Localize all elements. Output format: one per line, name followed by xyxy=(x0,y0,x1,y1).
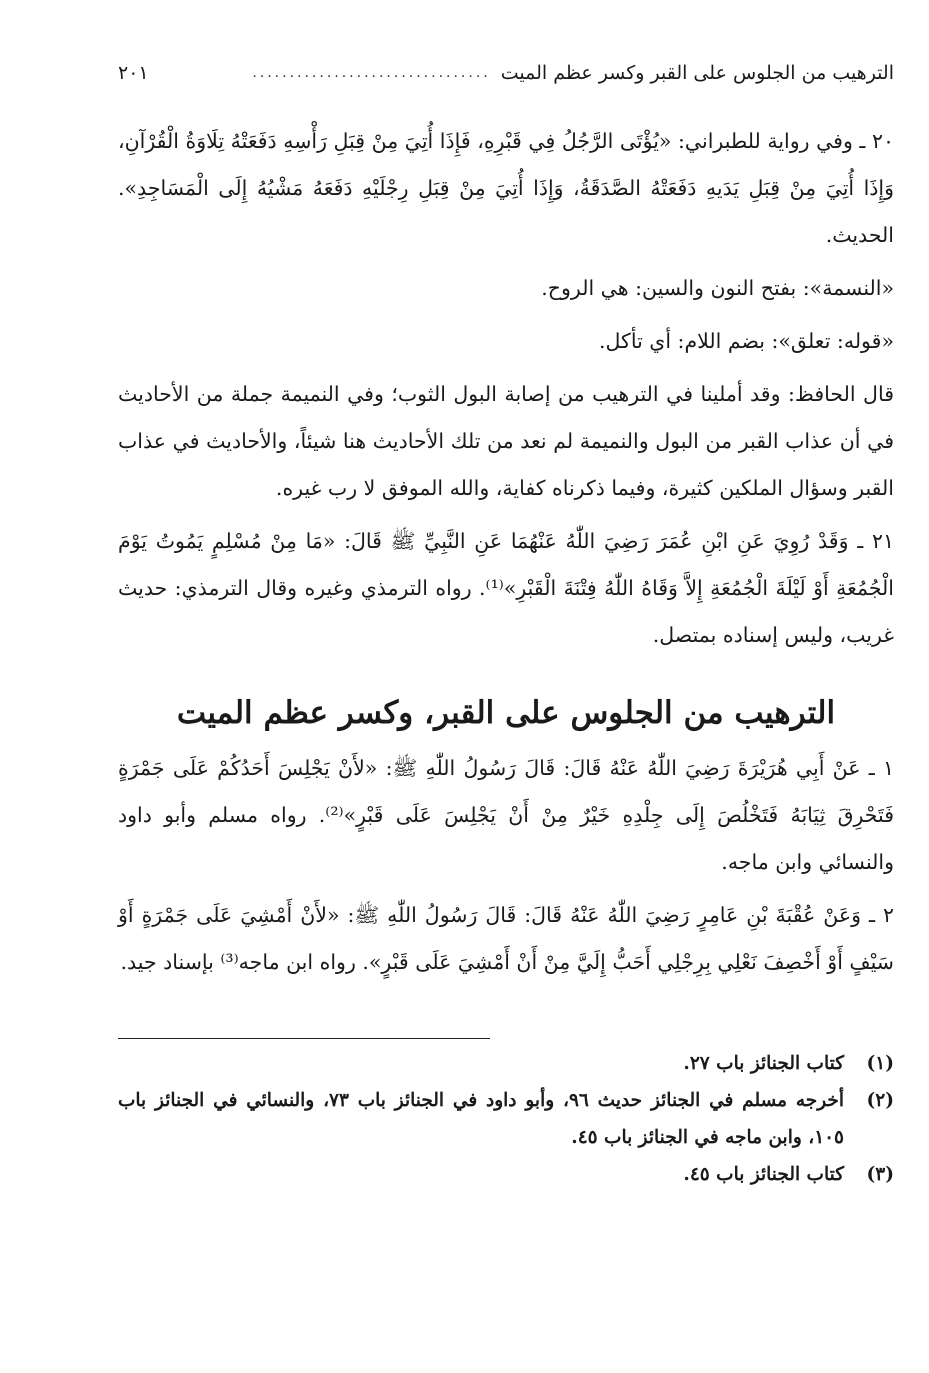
footnote-text: أخرجه مسلم في الجنائز حديث ٩٦، وأبو داود في الجنائز باب ٧٣، والنسائي في الجنائز باب ١٠٥، وابن ماجه في الجنائز باب ٤٥. xyxy=(118,1090,844,1148)
footnote-divider xyxy=(118,1038,490,1039)
footnote-text: كتاب الجنائز باب ٤٥. xyxy=(683,1164,844,1185)
page-number: ٢٠١ xyxy=(118,62,149,84)
gloss-nasama-paragraph: «النسمة»: بفتح النون والسين: هي الروح. xyxy=(541,276,894,300)
footnote-number: (٣) xyxy=(866,1164,894,1185)
section-hadith-1-paragraph: ١ ـ عَنْ أَبِي هُرَيْرَةَ رَضِيَ اللّٰهُ عَنْهُ قَالَ: قَالَ رَسُولُ اللّٰهِ ﷺ: «لأَنْ يَجْلِسَ أَحَدُكُمْ عَلَى جَمْرَةٍ فَتَحْرِقَ ثِيَابَهُ فَتَخْلُصَ إِلَى جِلْدِهِ خَيْرٌ مِنْ أَنْ يَجْلِسَ عَلَى قَبْرٍ»⁽²⁾. رواه مسلم وأبو داود والنسائي وابن ماجه. xyxy=(118,756,894,874)
footnote-item xyxy=(118,1082,894,1156)
footnote-item xyxy=(118,1156,894,1193)
hadith-20-paragraph: ٢٠ ـ وفي رواية للطبراني: «يُؤْتَى الرَّجُلُ فِي قَبْرِهِ، فَإِذَا أُتِيَ مِنْ قِبَلِ رَأْسِهِ دَفَعَتْهُ تِلَاوَةُ الْقُرْآنِ، وَإِذَا أُتِيَ مِنْ قِبَلِ يَدَيهِ دَفَعَتْهُ الصَّدَقَةُ، وَإِذَا أُتِيَ مِنْ قِبَلِ رِجْلَيْهِ دَفَعَهُ مَشْيُهُ إِلَى الْمَسَاجِدِ». الحديث. xyxy=(118,129,894,247)
footnotes xyxy=(118,1045,894,1193)
footnote-item xyxy=(118,1045,894,1082)
hafiz-note-paragraph: قال الحافظ: وقد أملينا في الترهيب من إصابة البول الثوب؛ وفي النميمة جملة من الأحاديث في أن عذاب القبر من البول والنميمة لم نعد من تلك الأحاديث هنا شيئاً، والأحاديث في عذاب القبر وسؤال الملكين كثيرة، وفيما ذكرناه كفاية، والله الموفق لا رب غيره. xyxy=(118,382,894,500)
footnote-number: (٢) xyxy=(866,1090,894,1111)
body-text xyxy=(118,118,894,986)
hadith-21-paragraph: ٢١ ـ وَقَدْ رُوِيَ عَنِ ابْنِ عُمَرَ رَضِيَ اللّٰهُ عَنْهُمَا عَنِ النَّبِيِّ ﷺ قَالَ: «مَا مِنْ مُسْلِمٍ يَمُوتُ يَوْمَ الْجُمُعَةِ أَوْ لَيْلَةَ الْجُمُعَةِ إِلاَّ وَقَاهُ اللّٰهُ فِتْنَةَ الْقَبْرِ»⁽¹⁾. رواه الترمذي وغيره وقال الترمذي: حديث غريب، وليس إسناده بمتصل. xyxy=(118,529,894,647)
book-page xyxy=(118,58,894,1348)
footnote-text: كتاب الجنائز باب ٢٧. xyxy=(683,1053,844,1074)
header-leader-dots: ................................ xyxy=(252,65,491,81)
footnote-number: (١) xyxy=(866,1053,894,1074)
section-hadith-2-paragraph: ٢ ـ وَعَنْ عُقْبَةَ بْنِ عَامِرٍ رَضِيَ اللّٰهُ عَنْهُ قَالَ: قَالَ رَسُولُ اللّٰهِ ﷺ: «لأَنْ أَمْشِيَ عَلَى جَمْرَةٍ أَوْ سَيْفٍ أَوْ أَخْصِفَ نَعْلِي بِرِجْلِي أَحَبُّ إِلَيَّ مِنْ أَنْ أَمْشِيَ عَلَى قَبْرٍ». رواه ابن ماجه⁽³⁾ بإسناد جيد. xyxy=(118,903,894,974)
section-title: الترهيب من الجلوس على القبر، وكسر عظم الميت xyxy=(176,695,836,731)
header-title: الترهيب من الجلوس على القبر وكسر عظم الميت xyxy=(500,62,894,84)
gloss-taaluq-paragraph: «قوله: تعلق»: بضم اللام: أي تأكل. xyxy=(599,329,894,353)
running-header xyxy=(118,58,894,88)
